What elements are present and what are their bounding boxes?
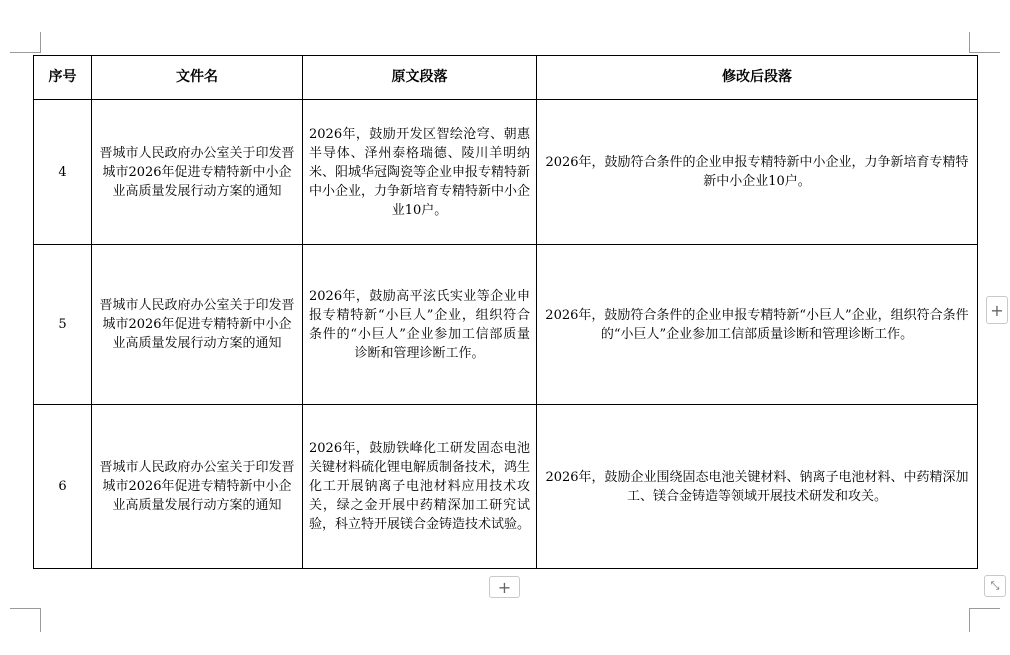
- cell-file-name[interactable]: 晋城市人民政府办公室关于印发晋城市2026年促进专精特新中小企业高质量发展行动方案的通知: [92, 245, 303, 405]
- add-column-button[interactable]: [986, 296, 1008, 324]
- plus-icon: +: [497, 577, 512, 597]
- cell-revised-paragraph[interactable]: 2026年，鼓励符合条件的企业申报专精特新“小巨人”企业，组织符合条件的“小巨人”企业参加工信部质量诊断和管理诊断工作。: [537, 245, 978, 405]
- table-row: [34, 245, 978, 405]
- table-row: [34, 100, 978, 245]
- header-revised-paragraph[interactable]: 修改后段落: [537, 56, 978, 100]
- table-row: [34, 405, 978, 569]
- cell-serial-number[interactable]: 6: [34, 405, 92, 569]
- cell-original-paragraph[interactable]: 2026年，鼓励铁峰化工研发固态电池关键材料硫化锂电解质制备技术，鸿生化工开展钠离子电池材料应用技术攻关，绿之金开展中药精深加工研究试验，科立特开展镁合金铸造技术试验。: [303, 405, 537, 569]
- cell-revised-paragraph[interactable]: 2026年，鼓励符合条件的企业申报专精特新中小企业，力争新培育专精特新中小企业10户。: [537, 100, 978, 245]
- cell-revised-paragraph[interactable]: 2026年，鼓励企业围绕固态电池关键材料、钠离子电池材料、中药精深加工、镁合金铸造等领域开展技术研发和攻关。: [537, 405, 978, 569]
- cell-file-name[interactable]: 晋城市人民政府办公室关于印发晋城市2026年促进专精特新中小企业高质量发展行动方案的通知: [92, 100, 303, 245]
- header-file-name[interactable]: 文件名: [92, 56, 303, 100]
- table-resize-handle[interactable]: [984, 575, 1006, 597]
- header-original-paragraph[interactable]: 原文段落: [303, 56, 537, 100]
- resize-icon: ⤡: [990, 579, 1000, 592]
- cell-serial-number[interactable]: 5: [34, 245, 92, 405]
- header-serial-number[interactable]: 序号: [34, 56, 92, 100]
- plus-icon: +: [990, 300, 1004, 320]
- cell-original-paragraph[interactable]: 2026年，鼓励高平泫氏实业等企业申报专精特新“小巨人”企业，组织符合条件的“小巨人”企业参加工信部质量诊断和管理诊断工作。: [303, 245, 537, 405]
- cell-file-name[interactable]: 晋城市人民政府办公室关于印发晋城市2026年促进专精特新中小企业高质量发展行动方案的通知: [92, 405, 303, 569]
- add-row-button[interactable]: [489, 576, 520, 598]
- document-table: [33, 55, 978, 569]
- cell-serial-number[interactable]: 4: [34, 100, 92, 245]
- table-header-row: [34, 56, 978, 100]
- cell-original-paragraph[interactable]: 2026年，鼓励开发区智绘沧穹、朝惠半导体、泽州泰格瑞德、陵川羊明纳米、阳城华冠陶瓷等企业申报专精特新中小企业，力争新培育专精特新中小企业10户。: [303, 100, 537, 245]
